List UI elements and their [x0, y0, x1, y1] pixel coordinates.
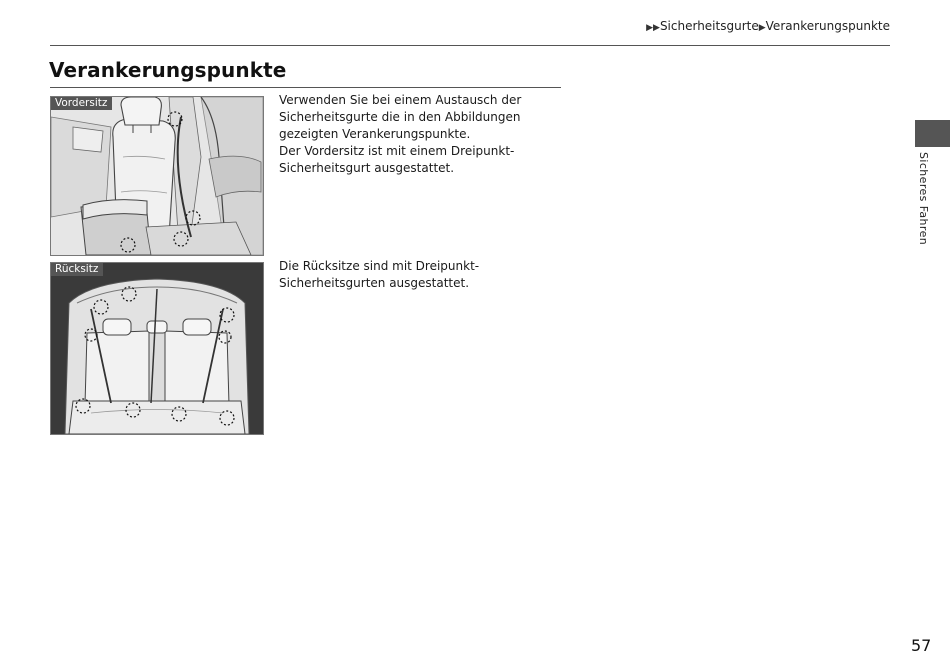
breadcrumb-level2: Verankerungspunkte [765, 19, 890, 33]
front-seat-figure [50, 96, 264, 256]
rear-seat-illustration [51, 263, 263, 434]
breadcrumb-level1: Sicherheitsgurte [659, 19, 759, 33]
figure-label-rear: Rücksitz [51, 263, 103, 276]
breadcrumb [646, 19, 890, 33]
front-seat-text [279, 92, 564, 177]
section-label: Sicheres Fahren [917, 152, 930, 246]
paragraph-front-seat-belt: Der Vordersitz ist mit einem Dreipunkt-Sicherheitsgurt ausgestattet. [279, 144, 515, 175]
paragraph-rear-seat-belt: Die Rücksitze sind mit Dreipunkt-Sicherheitsgurten ausgestattet. [279, 259, 480, 290]
page-number: 57 [911, 636, 932, 655]
rear-seat-figure [50, 262, 264, 435]
title-rule [50, 87, 561, 88]
front-seat-illustration [51, 97, 263, 255]
section-tab [915, 120, 950, 147]
paragraph-anchor-replacement: Verwenden Sie bei einem Austausch der Sicherheitsgurte die in den Abbildungen gezeigten Verankerungspunkte. [279, 93, 522, 141]
figure-label-front: Vordersitz [51, 97, 112, 110]
header-rule [50, 45, 890, 46]
triangle-icon: ▶ [758, 23, 766, 33]
triangle-icon: ▶▶ [646, 23, 660, 33]
page-title: Verankerungspunkte [49, 58, 287, 82]
rear-seat-text [279, 258, 564, 292]
